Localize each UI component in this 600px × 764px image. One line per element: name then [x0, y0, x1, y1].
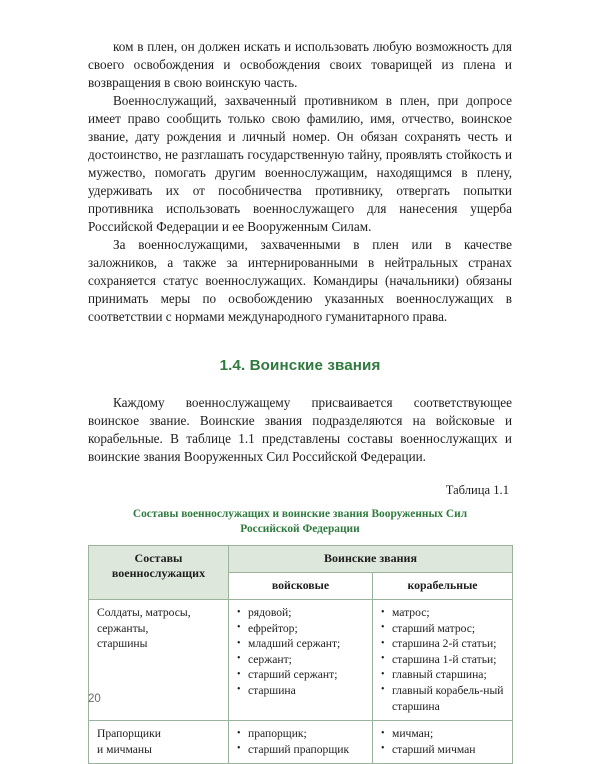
table-row	[89, 721, 513, 764]
list-item: • старший сержант;	[237, 667, 364, 683]
list-item: • старшина 2-й статьи;	[381, 636, 504, 652]
cell-naval-ranks	[373, 721, 513, 764]
cell-troop-ranks	[229, 721, 373, 764]
cell-service-group	[89, 721, 229, 764]
table-head	[89, 546, 513, 600]
list-item: • старшина	[237, 683, 364, 699]
list-item: • сержант;	[237, 652, 364, 668]
list-item: • старший мичман	[381, 742, 504, 758]
page-content	[88, 38, 512, 764]
column-header-military-ranks: Воинские звания	[229, 546, 513, 573]
page-number: 20	[88, 693, 101, 705]
ranks-table	[88, 545, 513, 764]
list-item: • старший прапорщик	[237, 742, 364, 758]
section-intro-paragraph: Каждому военнослужащему присваивается соответствующее воинское звание. Воинские звания подразделяются на войсковые и корабельные. В таблице 1.1 представлены составы военнослужащих и воинские звания Вооруженных Сил Российской Федерации.	[88, 395, 512, 464]
table-number-label: Таблица 1.1	[445, 483, 509, 497]
column-header-service-groups-line2: военнослужащих	[111, 566, 206, 580]
list-item: • младший сержант;	[237, 636, 364, 652]
cell-service-group	[89, 600, 229, 721]
list-item: • старшина 1-й статьи;	[381, 652, 504, 668]
service-group-line-2: и мичманы	[97, 742, 152, 756]
troop-rank-list	[237, 726, 364, 757]
cell-troop-ranks	[229, 600, 373, 721]
troop-rank-list	[237, 605, 364, 699]
column-header-service-groups	[89, 546, 229, 600]
column-header-service-groups-line1: Составы	[134, 551, 183, 565]
service-group-line-2: сержанты,	[97, 621, 149, 635]
column-header-troop-ranks: войсковые	[229, 573, 373, 600]
column-header-naval-ranks: корабельные	[373, 573, 513, 600]
table-body	[89, 600, 513, 764]
page-title: 1.4. Воинские звания	[219, 357, 381, 374]
service-group-line-3: старшины	[97, 637, 148, 651]
naval-rank-list	[381, 605, 504, 714]
list-item: • рядовой;	[237, 605, 364, 621]
list-item: • главный корабель-ный старшина	[381, 683, 504, 714]
list-item: • главный старшина;	[381, 667, 504, 683]
paragraph-1: ком в плен, он должен искать и использовать любую возможность для своего освобождения и освобождения своих товарищей из плена и возвращения в свою воинскую часть.	[88, 39, 512, 90]
table-caption: Составы военнослужащих и воинские звания Вооруженных Сил Российской Федерации	[132, 508, 468, 535]
paragraph-3: За военнослужащими, захваченными в плен или в качестве заложников, а также за интернированными в нейтральных странах сохраняется статус военнослужащих. Командиры (начальники) обязаны принимать меры по освобождению указанных военнослужащих в соответствии с нормами международного гуманитарного права.	[88, 237, 512, 324]
service-group-line-1: Прапорщики	[97, 727, 161, 741]
service-group-line-1: Солдаты, матросы,	[97, 606, 191, 619]
table-header-row-main	[89, 546, 513, 573]
list-item: • мичман;	[381, 726, 504, 742]
list-item: • матрос;	[381, 605, 504, 621]
section-heading-wrap	[88, 357, 512, 374]
paragraph-2: Военнослужащий, захваченный противником в плен, при допросе имеет право сообщить только свою фамилию, имя, отчество, воинское звание, дату рождения и личный номер. Он обязан сохранять честь и достоинство, не разглашать государственную тайну, проявлять стойкость и мужество, помогать другим военнослужащим, находящимся в плену, удерживать их от пособничества противнику, отвергать попытки противника использовать военнослужащего для нанесения ущерба Российской Федерации и ее Вооруженным Силам.	[88, 93, 512, 234]
table-row	[89, 600, 513, 721]
cell-naval-ranks	[373, 600, 513, 721]
list-item: • ефрейтор;	[237, 621, 364, 637]
list-item: • прапорщик;	[237, 726, 364, 742]
naval-rank-list	[381, 726, 504, 757]
list-item: • старший матрос;	[381, 621, 504, 637]
